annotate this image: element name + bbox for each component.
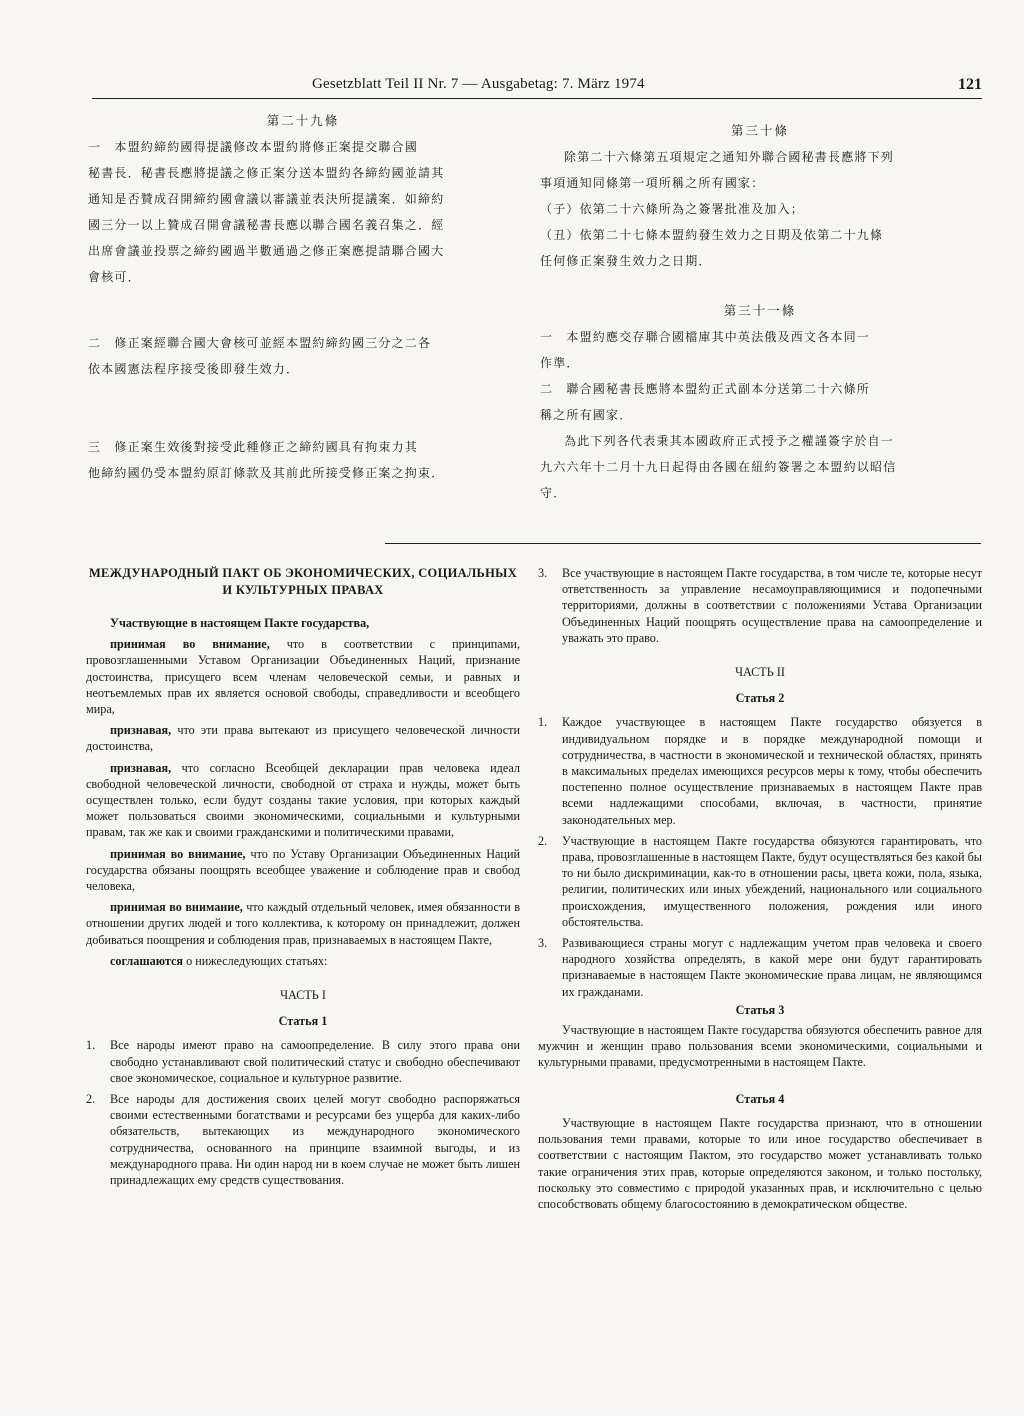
zh-line: 三 修正案生效後對接受此種修正之締約國具有拘束力其: [88, 440, 419, 454]
header-title: Gesetzblatt Teil II Nr. 7 — Ausgabetag: 7. März 1974: [312, 76, 645, 92]
article-4-text: Участвующие в настоящем Пакте государства признают, что в отношении пользования теми правами, которые то или иное государство обеспечивает в соответствии с настоящим Пактом, это государство может устанавливать только такие ограничения этих прав, которые определяются законом, и только постольку, поскольку это совместимо с природой указанных прав, и исключительно с целью способствовать общему благосостоянию в демократическом обществе.: [538, 1115, 982, 1211]
zh-line: 除第二十六條第五項規定之通知外聯合國秘書長應將下列: [564, 150, 895, 164]
intro-line: Участвующие в настоящем Пакте государства,: [110, 616, 370, 630]
item-number: 1.: [538, 715, 548, 730]
zh-line: 通知是否贊成召開締約國會議以審議並表決所提議案．如締約: [88, 192, 445, 206]
section-divider: [385, 543, 981, 544]
article-2-heading: Статья 2: [735, 691, 785, 706]
zh-line: 守．: [540, 486, 567, 500]
item-number: 1.: [86, 1038, 96, 1053]
article-29-para-1: [88, 134, 518, 290]
article-1-heading: Статья 1: [278, 1014, 328, 1029]
preamble-text: что по Уставу Организации Объединенных Наций государства обязаны поощрять всеобщее уважение и соблюдение прав и свобод человека,: [86, 846, 520, 894]
item-text: Все участвующие в настоящем Пакте государства, в том числе те, которые несут ответственность за управление несамоуправляющимися и подопечными территориями, должны в соответствии с положениями Устава Организации Объединенных Наций поощрять осуществление права на самоопределение и уважать это право.: [562, 566, 982, 645]
pact-title: МЕЖДУНАРОДНЫЙ ПАКТ ОБ ЭКОНОМИЧЕСКИХ, СОЦИАЛЬНЫХ И КУЛЬТУРНЫХ ПРАВАХ: [88, 566, 518, 597]
preamble-paragraph: [86, 760, 520, 841]
article-3-heading: Статья 3: [735, 1002, 785, 1017]
item-text: Все народы для достижения своих целей могут свободно распоряжаться своими естественными богатствами и ресурсами без ущерба для каких-либо обязательств, вытекающих из международного экономического сотрудничества, основанного на принципе взаимной выгоды, и из международного права. Ни один народ ни в коем случае не может быть лишен принадлежащих ему средств существования.: [110, 1092, 520, 1188]
page-number: 121: [958, 76, 982, 93]
zh-line: 會核可．: [88, 270, 141, 284]
item-number: 2.: [538, 833, 548, 848]
preamble-paragraph: [86, 722, 520, 754]
preamble-lead: принимая во внимание,: [110, 846, 246, 861]
zh-line: 九六六年十二月十九日起得由各國在紐約簽署之本盟約以昭信: [540, 460, 897, 474]
running-header: [92, 76, 982, 98]
zh-line: 二 聯合國秘書長應將本盟約正式副本分送第二十六條所: [540, 382, 871, 396]
preamble-paragraph: [86, 899, 520, 948]
zh-line: 出席會議並投票之締約國過半數通過之修正案應提請聯合國大: [88, 244, 445, 258]
item-text: Участвующие в настоящем Пакте государства обязуются гарантировать, что права, провозглашенные в настоящем Пакте, будут осуществляться без какой бы то ни было дискриминации, как-то в отношении расы, цвета кожи, пола, языка, религии, политических или иных убеждений, национального или социального происхождения, имущественного положения, рождения или иного обстоятельства.: [562, 833, 982, 929]
zh-line: 稱之所有國家．: [540, 408, 633, 422]
chinese-articles-30-31: [540, 118, 980, 506]
part-2-heading: ЧАСТЬ II: [735, 665, 785, 680]
preamble-paragraph: [86, 636, 520, 717]
article-2-item-3: [538, 935, 982, 1000]
preamble-text: что каждый отдельный человек, имея обязанности в отношении других людей и того коллектива, к которому он принадлежит, должен добиваться поощрения и соблюдения прав, признаваемых в настоящем Пакте,: [86, 900, 520, 947]
zh-line: 為此下列各代表秉其本國政府正式授予之權謹簽字於自一: [564, 434, 895, 448]
item-text: Каждое участвующее в настоящем Пакте государство обязуется в индивидуальном порядке и в порядке международной помощи и сотрудничества, в частности в экономической и технической областях, принять в максимальных пределах имеющихся ресурсов меры к тому, чтобы обеспечить постепенно полное осуществление признаваемых в настоящем Пакте прав всеми надлежащими способами, включая, в частности, принятие законодательных мер.: [562, 715, 982, 827]
article-30-heading: 第三十條: [730, 123, 789, 138]
header-rule: [92, 98, 982, 99]
item-text: Все народы имеют право на самоопределение. В силу этого права они свободно устанавливают свой политический статус и свободно обеспечивают свое экономическое, социальное и культурное развитие.: [110, 1038, 520, 1085]
zh-item: （丑）依第二十七條本盟約發生效力之日期及依第二十九條: [540, 228, 884, 242]
article-3-text: Участвующие в настоящем Пакте государства обязуются обеспечить равное для мужчин и женщин право пользования всеми экономическими, социальными и культурными правами, предусмотренными в настоящем Пакте.: [538, 1023, 982, 1070]
zh-line: 秘書長．秘書長應將提議之修正案分送本盟約各締約國並請其: [88, 166, 445, 180]
article-2-item-2: [538, 833, 982, 930]
agree-lead: соглашаются: [110, 953, 184, 968]
zh-line: 作準．: [540, 356, 580, 370]
zh-line: 依本國憲法程序接受後即發生效力．: [88, 362, 300, 376]
preamble-text: что в соответствии с принципами, провозглашенными Уставом Организации Объединенных Наций, признание достоинства, присущего всем членам человеческой семьи, и равных и неотъемлемых прав их является основой свободы, справедливости и всеобщего мира,: [86, 637, 520, 717]
article-31-heading: 第三十一條: [723, 303, 797, 318]
zh-line: 他締約國仍受本盟約原訂條款及其前此所接受修正案之拘束．: [88, 466, 445, 480]
agree-line: [86, 953, 520, 969]
preamble-lead: признавая,: [110, 723, 172, 738]
article-4-heading: Статья 4: [735, 1091, 785, 1106]
russian-left-column: [86, 565, 520, 1188]
item-number: 3.: [538, 566, 548, 580]
preamble-lead: признавая,: [110, 760, 172, 775]
agree-text: о нижеследующих статьях:: [183, 953, 328, 968]
zh-item: （子）依第二十六條所為之簽署批准及加入；: [540, 202, 805, 216]
item-number: 2.: [86, 1092, 96, 1107]
russian-right-column: [538, 565, 982, 1212]
zh-line: 國三分一以上贊成召開會議秘書長應以聯合國名義召集之．經: [88, 218, 445, 232]
zh-line: 一 本盟約締約國得提議修改本盟約將修正案提交聯合國: [88, 140, 419, 154]
article-1-item-2: [86, 1091, 520, 1188]
article-1-item-1: [86, 1037, 520, 1086]
preamble-text: что эти права вытекают из присущего человеческой личности достоинства,: [86, 723, 520, 754]
part-1-heading: ЧАСТЬ I: [280, 988, 326, 1003]
zh-line: 任何修正案發生效力之日期．: [540, 254, 712, 268]
zh-line: 事項通知同條第一項所稱之所有國家：: [540, 176, 765, 190]
article-2-item-1: [538, 714, 982, 827]
item-text: Развивающиеся страны могут с надлежащим учетом прав человека и своего народного хозяйства определять, в какой мере они будут гарантировать признаваемые в настоящем Пакте экономические права лицам, не являющимся их гражданами.: [562, 936, 982, 999]
article-29-para-2: [88, 330, 518, 382]
item-number: 3.: [538, 936, 548, 951]
article-29-heading: 第二十九條: [266, 113, 340, 128]
preamble-paragraph: [86, 846, 520, 895]
preamble-lead: принимая во внимание,: [110, 900, 243, 915]
preamble-lead: принимая во внимание,: [110, 637, 270, 652]
chinese-article-29: [88, 108, 518, 486]
article-1-item-3: [538, 565, 982, 646]
preamble-text: что согласно Всеобщей декларации прав человека идеал свободной человеческой личности, свободной от страха и нужды, может быть осуществлен только, если будут созданы такие условия, при которых каждый может пользоваться своими экономическими, социальными и культурными правам, так же как и своими гражданскими и политическими правами,: [86, 760, 520, 840]
zh-line: 一 本盟約應交存聯合國檔庫其中英法俄及西文各本同一: [540, 330, 871, 344]
article-29-para-3: [88, 434, 518, 486]
zh-line: 二 修正案經聯合國大會核可並經本盟約締約國三分之二各: [88, 336, 432, 350]
